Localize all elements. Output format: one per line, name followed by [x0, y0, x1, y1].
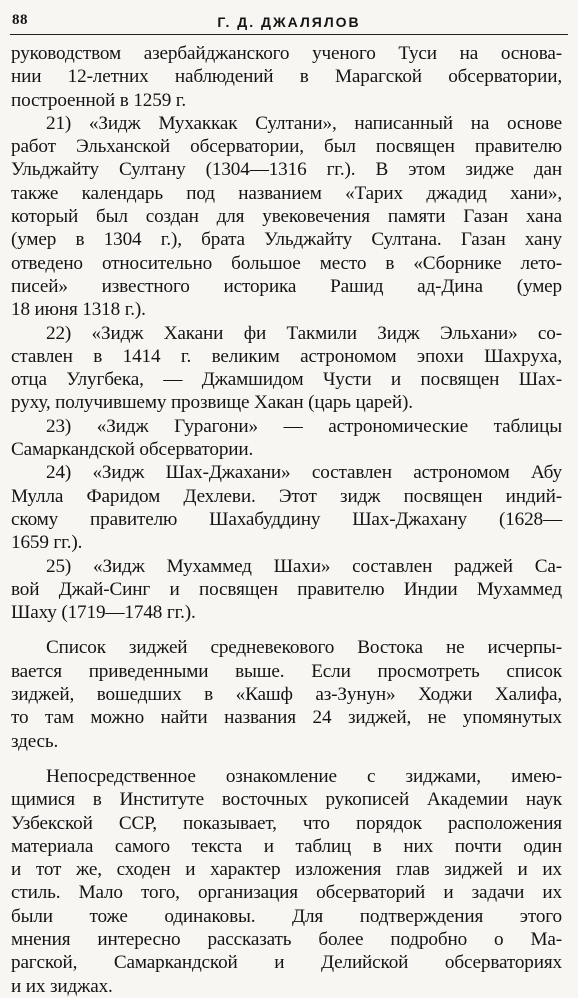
- paragraph-continued: [11, 42, 562, 112]
- text-line: скому правителю Шахабуддину Шах-Джахану (1628—: [11, 508, 562, 530]
- text-line: (умер в 1304 г.), брата Ульджайту Султана. Газан хану: [11, 229, 562, 251]
- paragraph-item-22: [11, 322, 562, 415]
- text-line: мнения интересно рассказать более подробно о Ма-: [11, 928, 562, 950]
- text-line: и их зиджах.: [11, 975, 113, 997]
- body-text: [11, 42, 562, 998]
- text-line: Мулла Фаридом Дехлеви. Этот зидж посвящен индий-: [11, 485, 562, 507]
- text-line: зиджей, вошедших в «Кашф аз-Зунун» Ходжи Халифа,: [11, 684, 562, 706]
- text-line: нии 12-летних наблюдений в Марагской обсерватории,: [11, 66, 562, 88]
- paragraph-gap: [11, 624, 562, 636]
- text-line: который был создан для увековечения памяти Газан хана: [11, 206, 562, 228]
- text-line: 25) «Зидж Мухаммед Шахи» составлен раджей Са-: [46, 555, 562, 577]
- text-line: были тоже одинаковы. Для подтверждения этого: [11, 905, 562, 927]
- text-line: 24) «Зидж Шах-Джахани» составлен астрономом Абу: [46, 462, 562, 484]
- paragraph-item-21: [11, 112, 562, 322]
- text-line: рагской, Самаркандской и Делийской обсерваториях: [11, 952, 562, 974]
- text-line: также календарь под названием «Тарих джадид хани»,: [11, 182, 562, 204]
- text-line: вается приведенными выше. Если просмотреть список: [11, 660, 562, 682]
- text-line: писей» известного историка Рашид ад-Дина (умер: [11, 275, 562, 297]
- text-line: вой Джай-Синг и посвящен правителю Индии Мухаммед: [11, 578, 562, 600]
- text-line: работ Эльханской обсерватории, был посвящен правителю: [11, 136, 562, 158]
- text-line: построенной в 1259 г.: [11, 89, 186, 111]
- text-line: ставлен в 1414 г. великим астрономом эпохи Шахруха,: [11, 345, 562, 367]
- text-line: щимися в Институте восточных рукописей Академии наук: [11, 789, 562, 811]
- text-line: отца Улугбека, — Джамшидом Чусти и посвящен Шах-: [11, 369, 562, 391]
- paragraph-list-summary: [11, 636, 562, 752]
- text-line: и тот же, сходен и характер изложения глав зиджей и их: [11, 859, 562, 881]
- text-line: 21) «Зидж Мухаккак Султани», написанный на основе: [46, 112, 562, 134]
- text-line: Непосредственное ознакомление с зиджами, имею-: [46, 765, 562, 787]
- text-line: Узбекской ССР, показывает, что порядок расположения: [11, 812, 562, 834]
- text-line: материала самого текста и таблиц в них почти один: [11, 835, 562, 857]
- text-line: Шаху (1719—1748 гг.).: [11, 602, 196, 624]
- paragraph-gap: [11, 753, 562, 765]
- running-head: Г. Д. ДЖАЛЯЛОВ: [217, 14, 361, 30]
- text-line: 23) «Зидж Гурагони» — астрономические таблицы: [46, 415, 562, 437]
- text-line: 1659 гг.).: [11, 532, 83, 554]
- text-line: 22) «Зидж Хакани фи Такмили Зидж Эльхани» со-: [46, 322, 562, 344]
- text-line: то там можно найти названия 24 зиджей, не упомянутых: [11, 707, 562, 729]
- paragraph-item-23: [11, 415, 562, 462]
- text-line: отведено относительно большое место в «Сборнике лето-: [11, 252, 562, 274]
- text-line: стиль. Мало того, организация обсерваторий и задачи их: [11, 882, 562, 904]
- paragraph-item-24: [11, 461, 562, 554]
- paragraph-item-25: [11, 555, 562, 625]
- text-line: руху, получившему прозвище Хакан (царь царей).: [11, 392, 413, 414]
- page-number: 88: [12, 12, 28, 28]
- text-line: Самаркандской обсерватории.: [11, 439, 254, 461]
- text-line: 18 июня 1318 г.).: [11, 299, 146, 321]
- paragraph-observatories: [11, 765, 562, 998]
- text-line: Ульджайту Султану (1304—1316 гг.). В этом зидже дан: [11, 159, 562, 181]
- text-line: Список зиджей средневекового Востока не исчерпы-: [46, 637, 562, 659]
- page-header: [10, 10, 568, 35]
- text-line: руководством азербайджанского ученого Туси на основа-: [11, 43, 562, 64]
- text-line: здесь.: [11, 730, 59, 752]
